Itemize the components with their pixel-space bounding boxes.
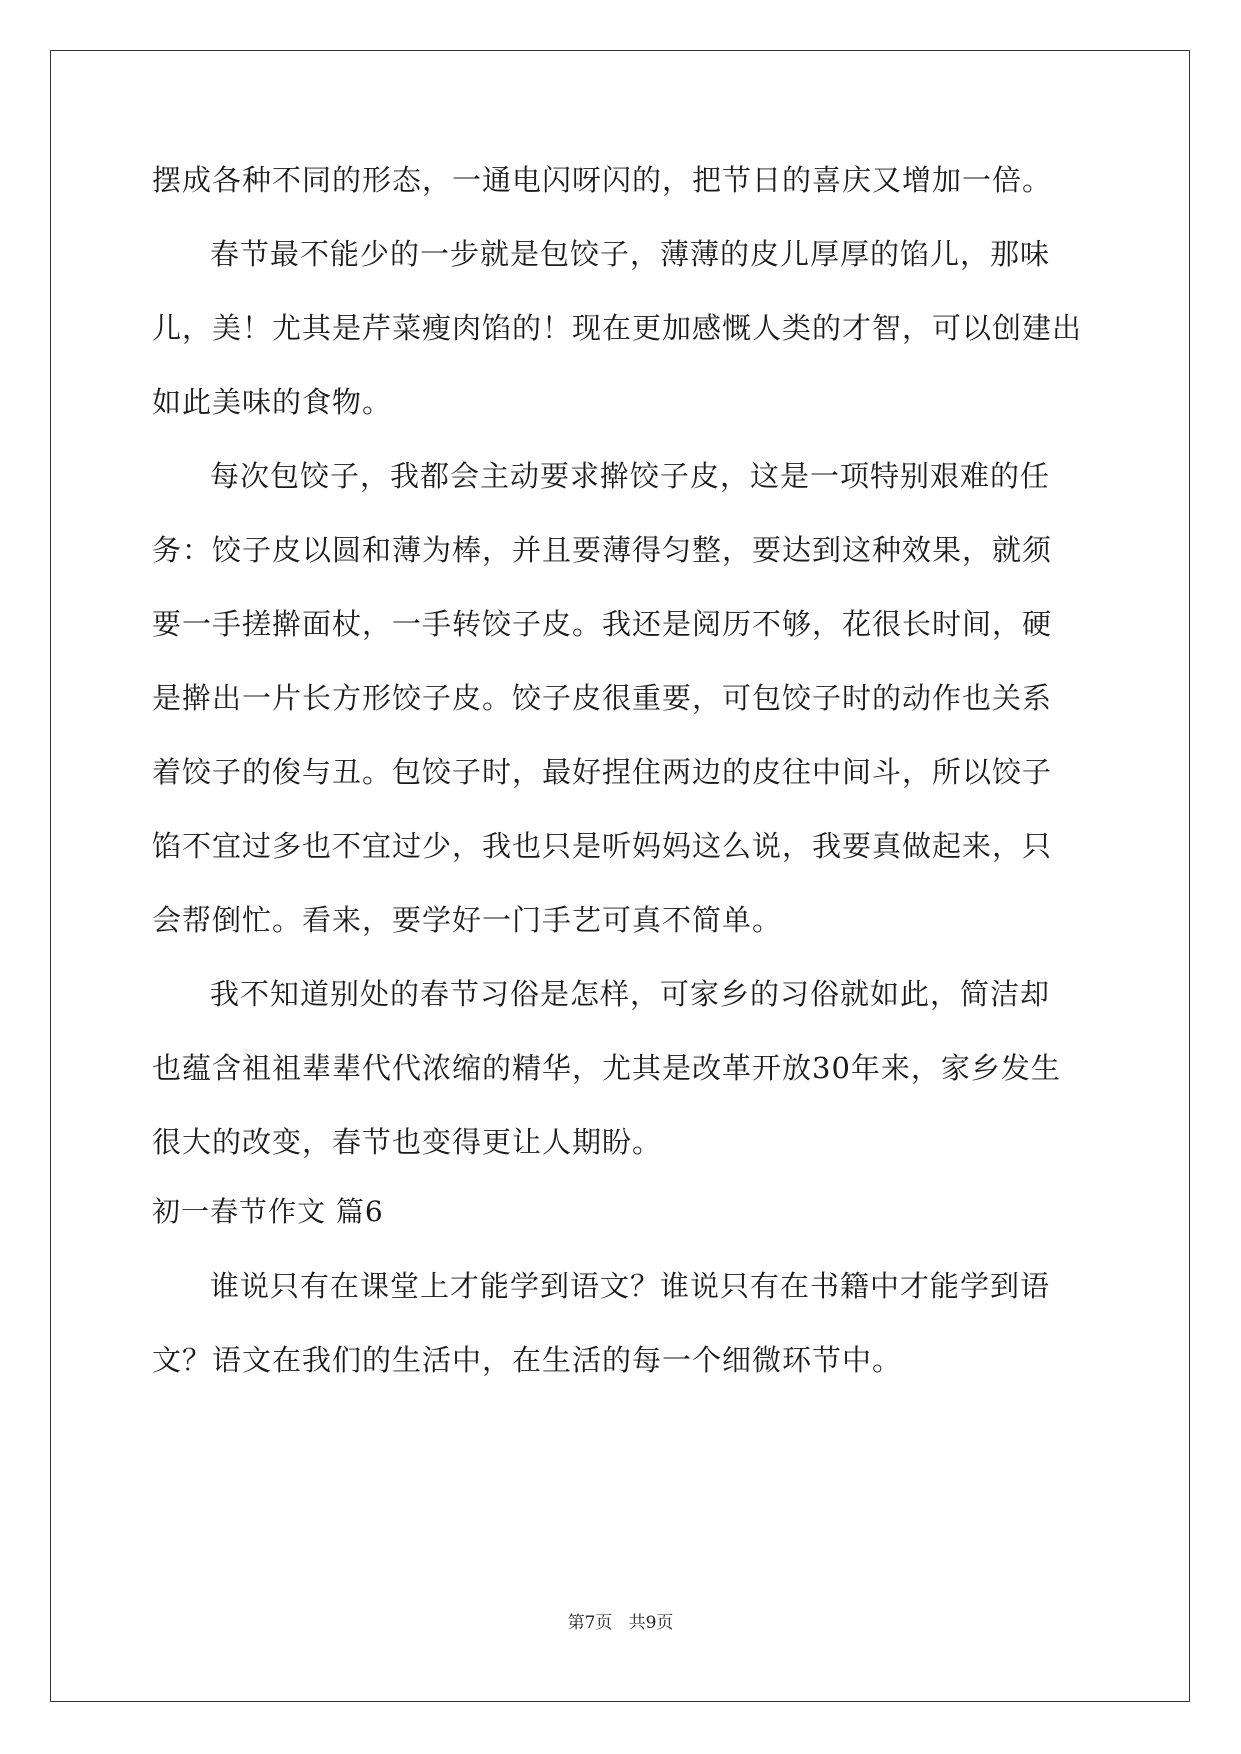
page-number-footer: 第7页 共9页 [567, 1613, 674, 1633]
text-line: 如此美味的食物。 [152, 385, 393, 419]
paragraph-first-line: 春节最不能少的一步就是包饺子，薄薄的皮儿厚厚的馅儿，那味 [210, 237, 1051, 271]
text-line: 会帮倒忙。看来，要学好一门手艺可真不简单。 [152, 903, 783, 937]
text-line: 摆成各种不同的形态，一通电闪呀闪的，把节日的喜庆又增加一倍。 [152, 163, 1053, 197]
text-line: 也蕴含祖祖辈辈代代浓缩的精华，尤其是改革开放30年来，家乡发生 [152, 1051, 1061, 1085]
text-line: 馅不宜过多也不宜过少，我也只是听妈妈这么说，我要真做起来，只 [152, 829, 1053, 863]
paragraph-first-line: 我不知道别处的春节习俗是怎样，可家乡的习俗就如此，简洁却 [210, 977, 1051, 1011]
paragraph-first-line: 每次包饺子，我都会主动要求擀饺子皮，这是一项特别艰难的任 [210, 459, 1051, 493]
paragraph-first-line: 谁说只有在课堂上才能学到语文？谁说只有在书籍中才能学到语 [210, 1269, 1051, 1303]
text-line: 很大的改变，春节也变得更让人期盼。 [152, 1125, 663, 1159]
text-line: 儿，美！尤其是芹菜瘦肉馅的！现在更加感慨人类的才智，可以创建出 [152, 311, 1083, 345]
section-heading: 初一春节作文 篇6 [152, 1195, 384, 1228]
text-line: 着饺子的俊与丑。包饺子时，最好捏住两边的皮往中间斗，所以饺子 [152, 755, 1053, 789]
text-line: 要一手搓擀面杖，一手转饺子皮。我还是阅历不够，花很长时间，硬 [152, 607, 1053, 641]
page-frame [50, 50, 1190, 1702]
text-line: 务：饺子皮以圆和薄为棒，并且要薄得匀整，要达到这种效果，就须 [152, 533, 1053, 567]
text-line: 是擀出一片长方形饺子皮。饺子皮很重要，可包饺子时的动作也关系 [152, 681, 1053, 715]
text-line: 文？语文在我们的生活中，在生活的每一个细微环节中。 [152, 1343, 903, 1377]
